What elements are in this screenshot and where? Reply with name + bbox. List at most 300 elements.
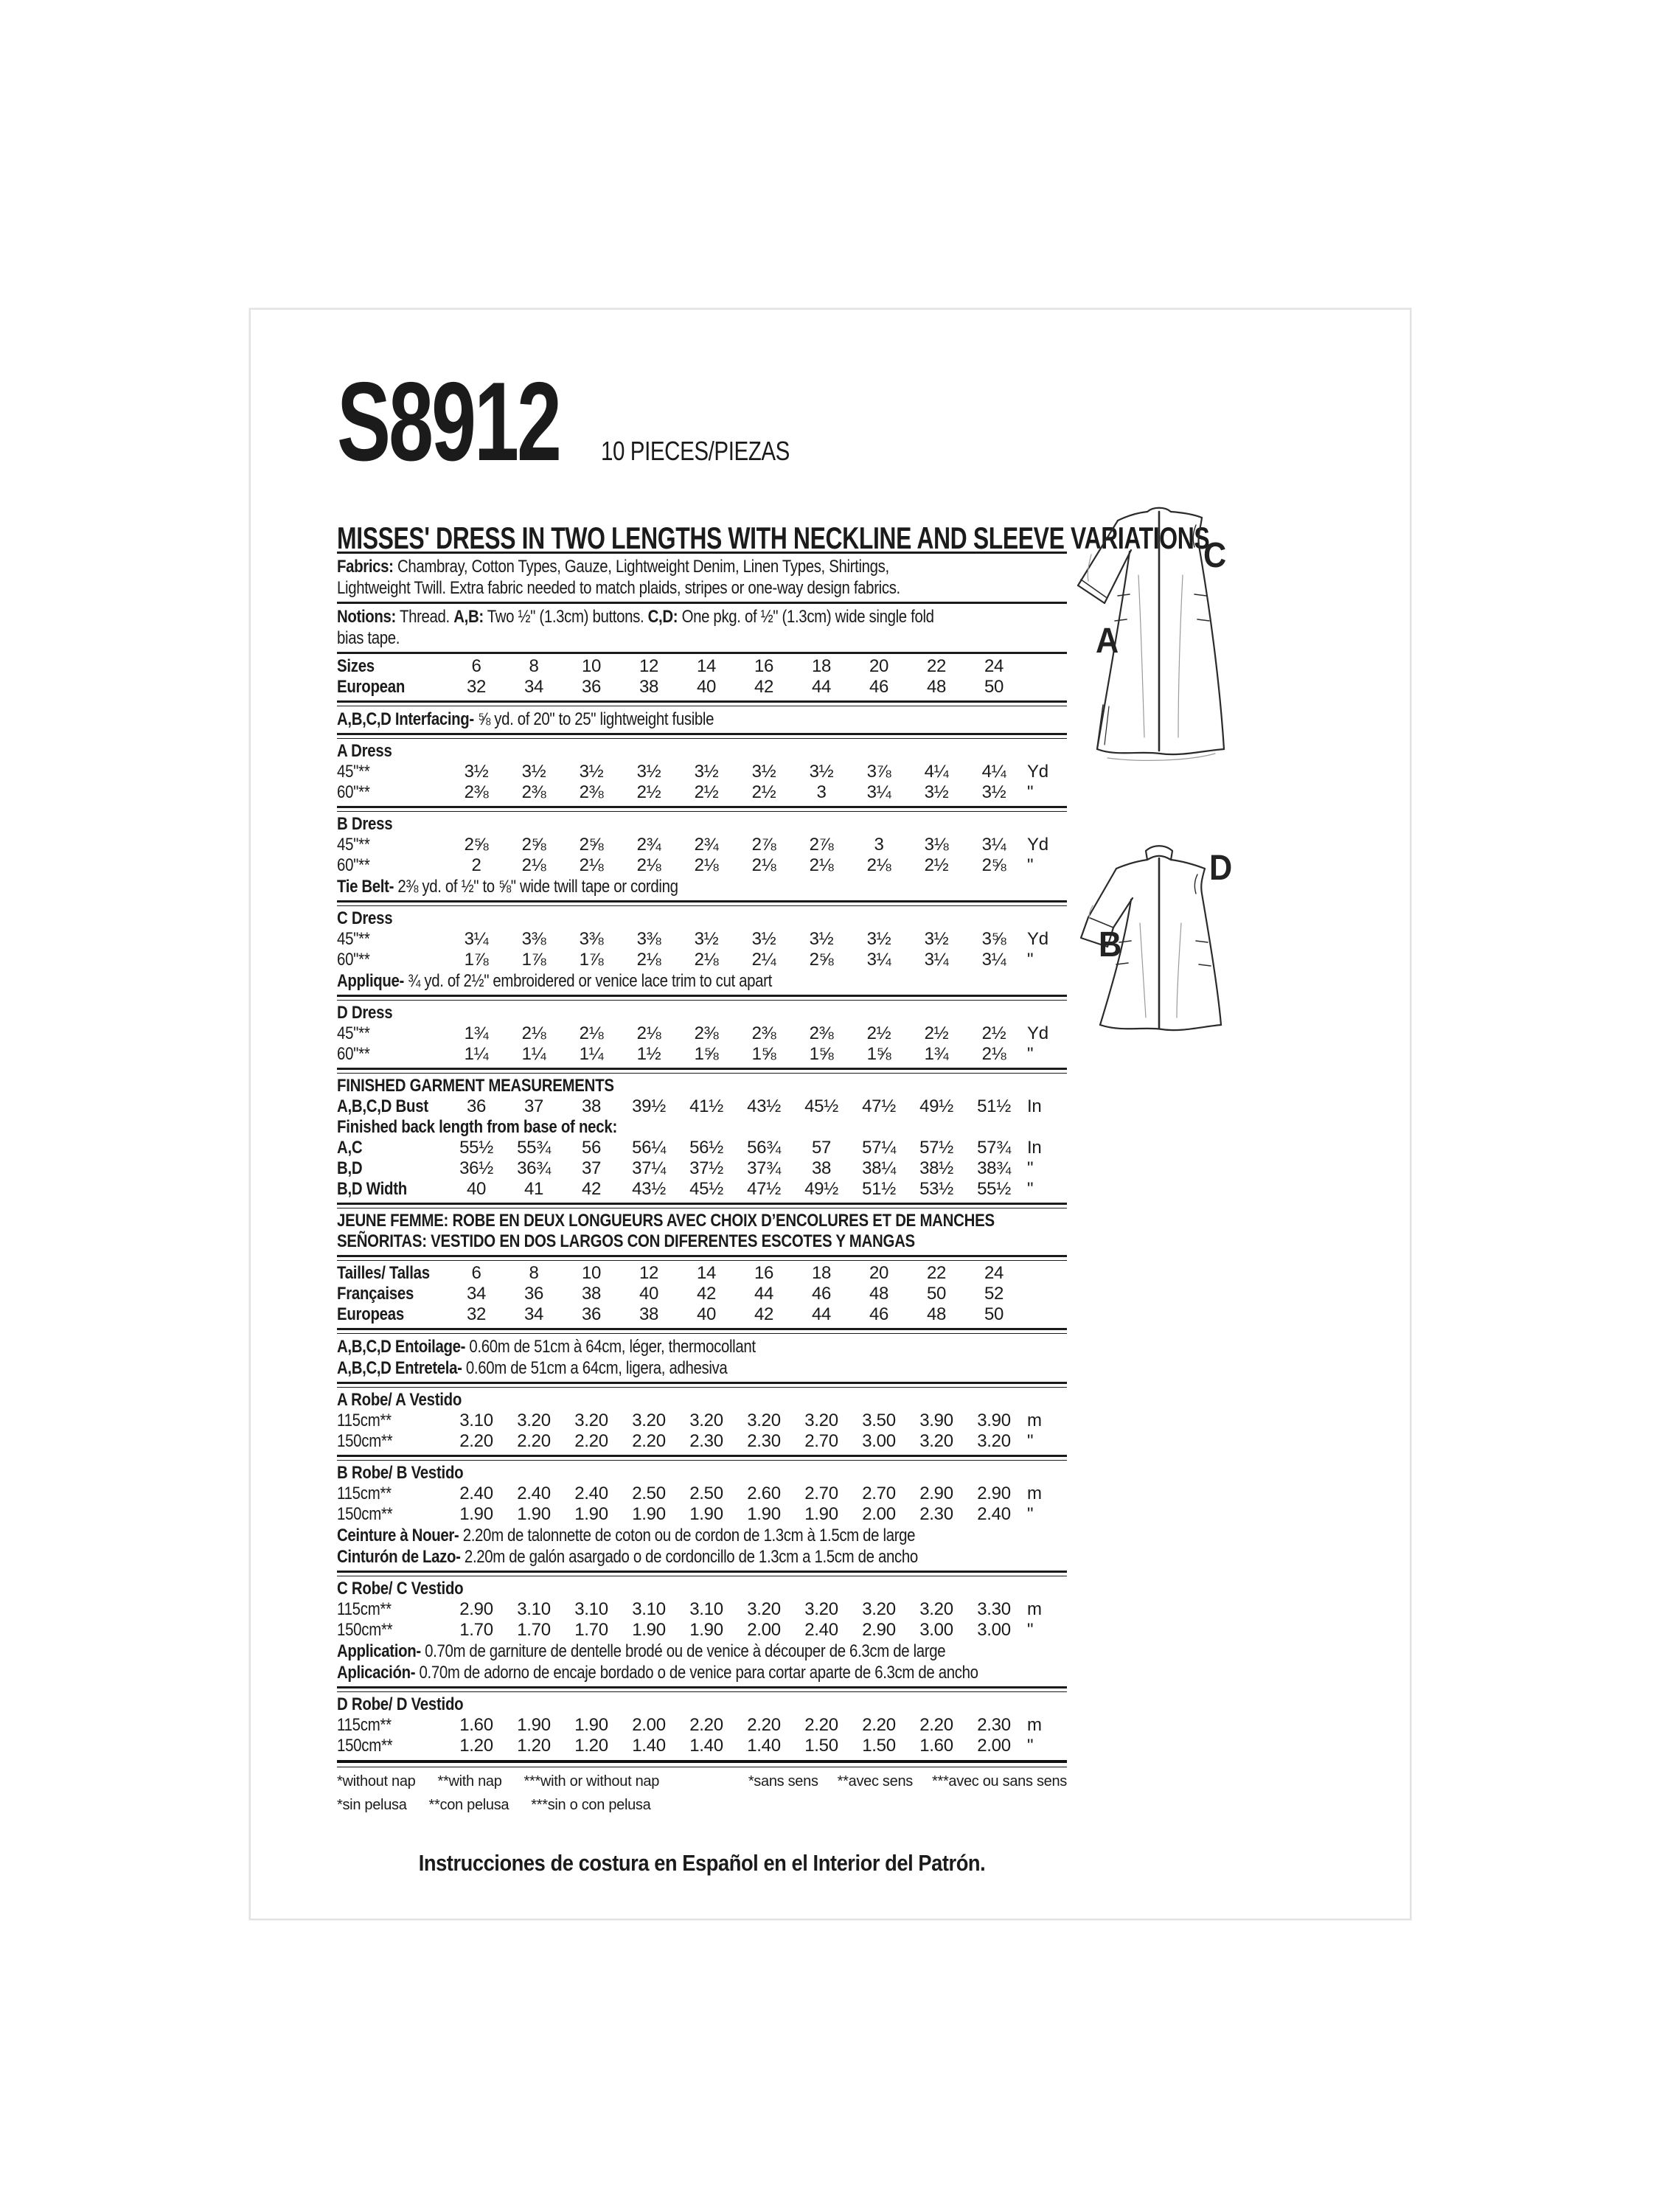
note-line: [337, 1525, 958, 1546]
value-cell: 1.70: [517, 1620, 551, 1640]
value-cell: 41: [524, 1179, 544, 1199]
unit-cell: ": [1027, 1620, 1034, 1640]
yardage-row: [337, 929, 1067, 950]
value-cell: 47½: [747, 1179, 781, 1199]
value-cell: 20: [869, 656, 889, 676]
note-text: 0.60m de 51cm à 64cm, léger, thermocollant: [465, 1337, 756, 1357]
value-cell: 2⅛: [521, 1023, 546, 1043]
value-cell: 3½: [981, 782, 1006, 802]
row-label: Françaises: [337, 1284, 414, 1304]
section-rule: [337, 1760, 1067, 1767]
value-cell: 2⅛: [579, 1023, 604, 1043]
section-rule: [337, 733, 1067, 739]
value-cell: 42: [581, 1179, 602, 1199]
value-cell: 2.90: [862, 1620, 896, 1640]
row-label: B,D Width: [337, 1179, 407, 1199]
value-cell: 36½: [459, 1158, 493, 1178]
footnote-item: **with nap: [437, 1773, 502, 1790]
row-label: 115cm**: [337, 1599, 392, 1619]
value-cell: 3.20: [919, 1431, 953, 1451]
value-cell: 2¼: [751, 950, 776, 970]
value-cell: 1.50: [804, 1736, 838, 1756]
value-cell: 48: [926, 677, 947, 697]
value-cell: 10: [581, 656, 602, 676]
value-cell: 55¾: [517, 1138, 551, 1158]
value-cell: 3.90: [919, 1411, 953, 1430]
value-cell: 2⅜: [751, 1023, 776, 1043]
value-cell: 2.50: [689, 1484, 723, 1503]
bottom-note: Instrucciones de costura en Español en el Interior del Patrón.: [418, 1850, 986, 1876]
value-cell: 2.40: [977, 1504, 1011, 1524]
value-cell: 38: [581, 1096, 602, 1116]
note-line: [337, 876, 958, 897]
unit-cell: [1023, 677, 1070, 698]
value-cell: 2⅜: [521, 782, 546, 802]
value-cell: 3½: [751, 929, 776, 949]
yardage-row: [337, 782, 1067, 803]
value-cell: 1.40: [632, 1736, 666, 1756]
value-cell: 2⅞: [809, 835, 834, 855]
value-cell: 24: [984, 1263, 1004, 1283]
value-cell: 3¼: [866, 782, 891, 802]
footnote-item: ***with or without nap: [524, 1773, 660, 1790]
yardage-row: [337, 1599, 1067, 1620]
value-cell: 3½: [924, 929, 949, 949]
value-cell: 1¾: [464, 1023, 489, 1043]
note-text: ⅝ yd. of 20" to 25" lightweight fusible: [473, 709, 714, 729]
value-cell: 57: [811, 1138, 832, 1158]
section-heading: C Robe/ C Vestido: [337, 1579, 464, 1599]
value-cell: 3.10: [459, 1411, 493, 1430]
unit-cell: m: [1027, 1484, 1042, 1503]
value-cell: 18: [811, 656, 832, 676]
note-label: Notions:: [337, 607, 397, 627]
value-cell: 1¼: [464, 1044, 489, 1064]
value-cell: 3½: [521, 762, 546, 782]
figure-label-d: D: [1209, 849, 1233, 888]
note-label: A,B:: [453, 607, 484, 627]
unit-cell: In: [1027, 1096, 1042, 1116]
value-cell: 3½: [924, 782, 949, 802]
value-cell: 3⅝: [981, 929, 1006, 949]
value-cell: 37¾: [747, 1158, 781, 1178]
section-heading: A Dress: [337, 741, 392, 761]
section-rule: [337, 652, 1067, 654]
value-cell: 3.20: [632, 1411, 666, 1430]
unit-cell: ": [1027, 950, 1034, 970]
value-cell: 52: [984, 1284, 1004, 1304]
value-cell: 46: [869, 677, 889, 697]
value-cell: 14: [696, 656, 717, 676]
value-cell: 2.20: [689, 1715, 723, 1735]
value-cell: 2½: [751, 782, 776, 802]
value-cell: 40: [696, 1304, 717, 1324]
value-cell: 2⅞: [751, 835, 776, 855]
note-label: Aplicación-: [337, 1663, 416, 1683]
section-heading: B Dress: [337, 814, 393, 834]
value-cell: 37½: [689, 1158, 723, 1178]
row-label: 60"**: [337, 1044, 370, 1064]
value-cell: 1¾: [924, 1044, 949, 1064]
value-cell: 3.20: [574, 1411, 608, 1430]
row-label: A,C: [337, 1138, 363, 1158]
value-cell: 34: [524, 677, 544, 697]
value-cell: 41½: [689, 1096, 723, 1116]
note-line: [337, 1546, 958, 1568]
value-cell: 38¾: [977, 1158, 1011, 1178]
value-cell: 40: [639, 1284, 659, 1304]
yardage-row: [337, 1715, 1067, 1736]
yardage-row: [337, 1484, 1067, 1504]
value-cell: 2.90: [919, 1484, 953, 1503]
value-cell: 1.90: [804, 1504, 838, 1524]
value-cell: 1.90: [517, 1504, 551, 1524]
note-label: Ceinture à Nouer-: [337, 1526, 459, 1545]
value-cell: 4¼: [981, 762, 1006, 782]
value-cell: 2.40: [459, 1484, 493, 1503]
note-label: C,D:: [647, 607, 678, 627]
note-text: 0.60m de 51cm a 64cm, ligera, adhesiva: [462, 1358, 728, 1378]
value-cell: 49½: [919, 1096, 953, 1116]
value-cell: 3½: [809, 929, 834, 949]
note-line: [337, 1641, 958, 1662]
yardage-table: [337, 549, 1067, 1877]
unit-cell: m: [1027, 1411, 1042, 1430]
row-label: B,D: [337, 1158, 363, 1178]
yardage-row: [337, 677, 1067, 698]
note-text: bias tape.: [337, 628, 400, 648]
value-cell: 24: [984, 656, 1004, 676]
row-label: 150cm**: [337, 1736, 393, 1756]
value-cell: 2.40: [804, 1620, 838, 1640]
note-label: Application-: [337, 1641, 421, 1661]
yardage-row: [337, 1158, 1067, 1179]
value-cell: 46: [869, 1304, 889, 1324]
value-cell: 56¾: [747, 1138, 781, 1158]
section-heading: Finished back length from base of neck:: [337, 1117, 618, 1137]
value-cell: 3⅜: [579, 929, 604, 949]
value-cell: 45½: [804, 1096, 838, 1116]
value-cell: 2½: [924, 1023, 949, 1043]
value-cell: 50: [984, 677, 1004, 697]
section-rule: [337, 1255, 1067, 1261]
value-cell: 50: [926, 1284, 947, 1304]
value-cell: 2½: [866, 1023, 891, 1043]
row-label: 60"**: [337, 855, 370, 875]
value-cell: 36¾: [517, 1158, 551, 1178]
value-cell: 1.50: [862, 1736, 896, 1756]
section-rule: [337, 602, 1067, 604]
row-label: 115cm**: [337, 1411, 392, 1430]
value-cell: 16: [754, 656, 774, 676]
unit-cell: [1023, 1263, 1070, 1284]
section-rule: [337, 1203, 1067, 1208]
value-cell: 37: [581, 1158, 602, 1178]
value-cell: 2⅛: [579, 855, 604, 875]
note-text: Chambray, Cotton Types, Gauze, Lightweight Denim, Linen Types, Shirtings,: [393, 557, 889, 577]
header: [337, 359, 831, 484]
value-cell: 2⅛: [694, 950, 719, 970]
yardage-row: [337, 1304, 1067, 1325]
section-heading: C Dress: [337, 908, 393, 928]
yardage-row: [337, 1411, 1067, 1431]
value-cell: 42: [754, 1304, 774, 1324]
unit-cell: [1023, 1304, 1070, 1325]
value-cell: 2.20: [862, 1715, 896, 1735]
value-cell: 1.60: [919, 1736, 953, 1756]
footnote-item: ***sin o con pelusa: [531, 1797, 651, 1813]
unit-cell: Yd: [1027, 1023, 1048, 1043]
value-cell: 1.90: [632, 1504, 666, 1524]
section-rule: [337, 1571, 1067, 1576]
value-cell: 2⅜: [579, 782, 604, 802]
value-cell: 36: [524, 1284, 544, 1304]
note-text: Thread.: [396, 607, 454, 627]
value-cell: 2⅛: [636, 1023, 661, 1043]
value-cell: 2⅜: [809, 1023, 834, 1043]
value-cell: 2⅛: [809, 855, 834, 875]
unit-cell: ": [1027, 1431, 1034, 1451]
value-cell: 3½: [866, 929, 891, 949]
value-cell: 2.70: [804, 1484, 838, 1503]
value-cell: 2⅛: [521, 855, 546, 875]
value-cell: 51½: [862, 1179, 896, 1199]
value-cell: 6: [471, 1263, 481, 1283]
value-cell: 44: [754, 1284, 774, 1304]
value-cell: 12: [639, 656, 659, 676]
value-cell: 2.70: [804, 1431, 838, 1451]
pattern-number: S8912: [337, 359, 560, 484]
value-cell: 1.60: [459, 1715, 493, 1735]
value-cell: 1.90: [689, 1620, 723, 1640]
value-cell: 50: [984, 1304, 1004, 1324]
value-cell: 56¼: [632, 1138, 666, 1158]
note-line: [337, 606, 958, 627]
value-cell: 3.30: [977, 1599, 1011, 1619]
footnote-item: **con pelusa: [428, 1797, 509, 1813]
value-cell: 53½: [919, 1179, 953, 1199]
note-text: Two ½" (1.3cm) buttons.: [483, 607, 648, 627]
note-line: [337, 1336, 958, 1357]
value-cell: 34: [524, 1304, 544, 1324]
value-cell: 40: [696, 677, 717, 697]
value-cell: 1⅞: [521, 950, 546, 970]
value-cell: 48: [869, 1284, 889, 1304]
value-cell: 3.10: [574, 1599, 608, 1619]
note-label: A,B,C,D Entoilage-: [337, 1337, 466, 1357]
value-cell: 45½: [689, 1179, 723, 1199]
row-label: 45"**: [337, 762, 370, 782]
yardage-row: [337, 835, 1067, 855]
value-cell: 2⅝: [981, 855, 1006, 875]
row-label: Sizes: [337, 656, 375, 676]
note-text: One pkg. of ½" (1.3cm) wide single fold: [678, 607, 934, 627]
value-cell: 3¼: [866, 950, 891, 970]
value-cell: 2⅝: [464, 835, 489, 855]
value-cell: 14: [696, 1263, 717, 1283]
value-cell: 38: [639, 677, 659, 697]
value-cell: 2⅜: [464, 782, 489, 802]
value-cell: 2⅝: [579, 835, 604, 855]
value-cell: 3½: [751, 762, 776, 782]
value-cell: 2.20: [632, 1431, 666, 1451]
unit-cell: In: [1027, 1138, 1042, 1158]
footnotes-line-2: [337, 1794, 1067, 1816]
unit-cell: Yd: [1027, 835, 1048, 855]
unit-cell: ": [1027, 855, 1034, 875]
value-cell: 2.00: [632, 1715, 666, 1735]
value-cell: 2.40: [574, 1484, 608, 1503]
row-label: Tailles/ Tallas: [337, 1263, 430, 1283]
value-cell: 3.20: [919, 1599, 953, 1619]
value-cell: 2½: [694, 782, 719, 802]
value-cell: 44: [811, 677, 832, 697]
value-cell: 3½: [464, 762, 489, 782]
note-text: 2.20m de galón asargado o de cordoncillo de 1.3cm a 1.5cm de ancho: [460, 1547, 918, 1567]
value-cell: 2½: [924, 855, 949, 875]
note-text: 2⅜ yd. of ½" to ⅝" wide twill tape or cording: [394, 877, 678, 897]
value-cell: 2⅝: [809, 950, 834, 970]
yardage-row: [337, 855, 1067, 876]
value-cell: 3.10: [517, 1599, 551, 1619]
value-cell: 10: [581, 1263, 602, 1283]
value-cell: 22: [926, 1263, 947, 1283]
footnote-item: ***avec ou sans sens: [931, 1773, 1067, 1790]
note-text: 2.20m de talonnette de coton ou de cordon de 1.3cm à 1.5cm de large: [459, 1526, 916, 1545]
section-rule: [337, 1328, 1067, 1334]
yardage-row: [337, 656, 1067, 677]
section-rule: [337, 995, 1067, 1001]
value-cell: 1¼: [579, 1044, 604, 1064]
unit-cell: Yd: [1027, 762, 1048, 782]
pieces-count: 10 PIECES/PIEZAS: [600, 436, 790, 466]
value-cell: 3.90: [977, 1411, 1011, 1430]
value-cell: 2: [471, 855, 481, 875]
value-cell: 22: [926, 656, 947, 676]
section-heading: D Dress: [337, 1003, 393, 1023]
value-cell: 2¾: [636, 835, 661, 855]
value-cell: 2.20: [804, 1715, 838, 1735]
yardage-row: [337, 1263, 1067, 1284]
value-cell: 3¼: [924, 950, 949, 970]
value-cell: 40: [466, 1179, 487, 1199]
footnotes-spanish: [337, 1794, 650, 1816]
row-label: 115cm**: [337, 1484, 392, 1503]
row-label: Europeas: [337, 1304, 404, 1324]
value-cell: 2.00: [862, 1504, 896, 1524]
value-cell: 38¼: [862, 1158, 896, 1178]
value-cell: 1.90: [459, 1504, 493, 1524]
value-cell: 3¼: [981, 950, 1006, 970]
value-cell: 1⅝: [694, 1044, 719, 1064]
unit-cell: ": [1027, 1044, 1034, 1064]
value-cell: 55½: [977, 1179, 1011, 1199]
value-cell: 43½: [747, 1096, 781, 1116]
value-cell: 20: [869, 1263, 889, 1283]
footnote-item: *sans sens: [748, 1773, 818, 1790]
value-cell: 3.20: [804, 1411, 838, 1430]
value-cell: 2.30: [919, 1504, 953, 1524]
row-label: 45"**: [337, 835, 370, 855]
value-cell: 2⅜: [694, 1023, 719, 1043]
value-cell: 36: [466, 1096, 487, 1116]
value-cell: 3: [874, 835, 884, 855]
note-text: 0.70m de garniture de dentelle brodé ou de venice à découper de 6.3cm de large: [420, 1641, 946, 1661]
value-cell: 38: [639, 1304, 659, 1324]
note-line: [337, 577, 958, 599]
value-cell: 3.20: [862, 1599, 896, 1619]
value-cell: 1.90: [574, 1504, 608, 1524]
value-cell: 51½: [977, 1096, 1011, 1116]
value-cell: 2⅛: [751, 855, 776, 875]
section-heading: B Robe/ B Vestido: [337, 1463, 464, 1483]
row-label: 115cm**: [337, 1715, 392, 1735]
value-cell: 1.40: [689, 1736, 723, 1756]
value-cell: 1.90: [689, 1504, 723, 1524]
value-cell: 3.50: [862, 1411, 896, 1430]
value-cell: 44: [811, 1304, 832, 1324]
note-line: [337, 970, 958, 992]
value-cell: 2⅛: [694, 855, 719, 875]
unit-cell: ": [1027, 1504, 1034, 1524]
value-cell: 2⅛: [636, 950, 661, 970]
value-cell: 2.30: [977, 1715, 1011, 1735]
unit-cell: ": [1027, 1158, 1034, 1178]
value-cell: 3¼: [981, 835, 1006, 855]
section-rule: [337, 1068, 1067, 1074]
figure-label-a: A: [1096, 622, 1119, 661]
note-label: A,B,C,D Interfacing-: [337, 709, 474, 729]
value-cell: 1½: [636, 1044, 661, 1064]
value-cell: 1.90: [574, 1715, 608, 1735]
value-cell: 57¾: [977, 1138, 1011, 1158]
row-label: 150cm**: [337, 1431, 393, 1451]
value-cell: 3.10: [689, 1599, 723, 1619]
value-cell: 3½: [636, 762, 661, 782]
value-cell: 3¼: [464, 929, 489, 949]
row-label: A,B,C,D Bust: [337, 1096, 428, 1116]
value-cell: 8: [529, 1263, 539, 1283]
footnote-item: *without nap: [337, 1773, 416, 1790]
footnotes-english: [337, 1770, 659, 1792]
value-cell: 3⅞: [866, 762, 891, 782]
value-cell: 48: [926, 1304, 947, 1324]
unit-cell: ": [1027, 782, 1034, 802]
note-line: [337, 556, 958, 577]
value-cell: 3½: [579, 762, 604, 782]
value-cell: 1.90: [517, 1715, 551, 1735]
value-cell: 1.20: [459, 1736, 493, 1756]
value-cell: 12: [639, 1263, 659, 1283]
section-rule: [337, 1455, 1067, 1461]
note-label: Fabrics:: [337, 557, 394, 577]
note-label: A,B,C,D Entretela-: [337, 1358, 462, 1378]
value-cell: 1.70: [459, 1620, 493, 1640]
figure-label-b: B: [1099, 925, 1122, 964]
value-cell: 2½: [981, 1023, 1006, 1043]
value-cell: 34: [466, 1284, 487, 1304]
note-line: [337, 627, 958, 649]
pattern-envelope-back: [249, 308, 1411, 1920]
value-cell: 3.00: [919, 1620, 953, 1640]
value-cell: 3⅜: [521, 929, 546, 949]
section-heading: A Robe/ A Vestido: [337, 1390, 462, 1410]
value-cell: 3.00: [862, 1431, 896, 1451]
row-label: European: [337, 677, 406, 697]
value-cell: 57¼: [862, 1138, 896, 1158]
footnote-item: **avec sens: [837, 1773, 913, 1790]
value-cell: 46: [811, 1284, 832, 1304]
